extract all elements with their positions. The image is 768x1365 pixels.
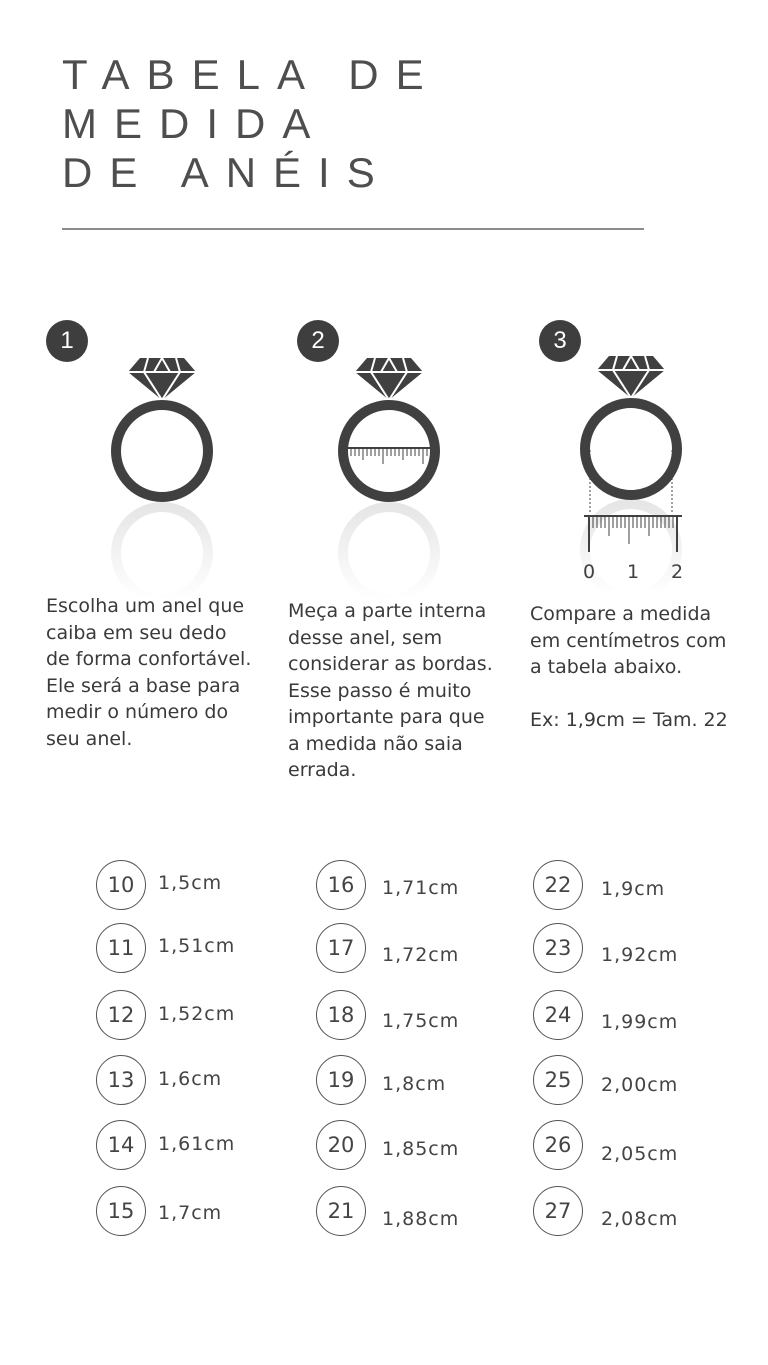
ring-icon xyxy=(100,350,224,600)
step-text-line: Ele será a base para xyxy=(46,674,241,697)
size-number-circle: 21 xyxy=(316,1186,366,1236)
size-measure: 1,61cm xyxy=(158,1133,236,1155)
title-line: DE ANÉIS xyxy=(62,149,392,196)
step-text-line: de forma confortável. xyxy=(46,648,252,670)
size-number-circle: 17 xyxy=(316,923,366,973)
page-title xyxy=(62,50,441,197)
ruler-label-0: 0 xyxy=(582,561,596,583)
size-measure: 2,00cm xyxy=(601,1074,679,1096)
size-number-circle: 26 xyxy=(533,1120,583,1170)
size-number-circle: 24 xyxy=(533,990,583,1040)
step-text-line xyxy=(530,681,728,708)
size-measure: 1,51cm xyxy=(158,935,236,957)
size-number-circle: 18 xyxy=(316,990,366,1040)
step-2-text xyxy=(288,598,493,784)
size-measure: 2,08cm xyxy=(601,1208,679,1230)
size-number-circle: 11 xyxy=(96,923,146,973)
title-divider xyxy=(62,228,644,230)
step-text-line: em centímetros com xyxy=(530,629,727,652)
ring-measure-ruler-icon xyxy=(569,350,693,590)
step-1-badge: 1 xyxy=(46,320,88,362)
step-1-text xyxy=(46,593,251,752)
size-measure: 1,85cm xyxy=(382,1138,460,1160)
step-text-line: Meça a parte interna xyxy=(288,600,487,622)
size-measure: 1,75cm xyxy=(382,1010,460,1032)
size-number-circle: 10 xyxy=(96,860,146,910)
size-measure: 1,72cm xyxy=(382,944,460,966)
size-number-circle: 25 xyxy=(533,1055,583,1105)
size-number-circle: 13 xyxy=(96,1055,146,1105)
step-3-text xyxy=(530,601,728,734)
size-measure: 1,92cm xyxy=(601,944,679,966)
step-text-line: considerar as bordas. xyxy=(288,653,493,675)
step-text-line: a tabela abaixo. xyxy=(530,656,683,678)
step-text-line: Ex: 1,9cm = Tam. 22 xyxy=(530,709,728,731)
step-text-line: a medida não saia xyxy=(288,732,463,755)
size-measure: 1,71cm xyxy=(382,877,460,899)
size-number-circle: 20 xyxy=(316,1120,366,1170)
step-text-line: errada. xyxy=(288,759,357,781)
ring-with-ruler-icon xyxy=(327,350,451,600)
size-number-circle: 19 xyxy=(316,1055,366,1105)
size-number-circle: 23 xyxy=(533,923,583,973)
step-text-line: seu anel. xyxy=(46,727,133,750)
size-measure: 1,8cm xyxy=(382,1073,447,1095)
size-measure: 1,6cm xyxy=(158,1068,223,1090)
size-measure: 1,88cm xyxy=(382,1208,460,1230)
size-number-circle: 16 xyxy=(316,860,366,910)
size-measure: 1,9cm xyxy=(601,878,666,900)
size-measure: 1,52cm xyxy=(158,1003,236,1025)
title-line: MEDIDA xyxy=(62,100,328,147)
size-measure: 2,05cm xyxy=(601,1143,679,1165)
size-measure: 1,7cm xyxy=(158,1202,223,1224)
size-number-circle: 12 xyxy=(96,990,146,1040)
size-number-circle: 22 xyxy=(533,860,583,910)
size-measure: 1,5cm xyxy=(158,872,223,894)
step-text-line: Esse passo é muito xyxy=(288,679,472,702)
size-number-circle: 14 xyxy=(96,1120,146,1170)
step-text-line: caiba em seu dedo xyxy=(46,621,227,644)
step-text-line: importante para que xyxy=(288,706,485,728)
step-text-line: desse anel, sem xyxy=(288,626,443,649)
title-line: TABELA DE xyxy=(62,51,441,98)
ruler-label-1: 1 xyxy=(626,561,640,583)
size-number-circle: 15 xyxy=(96,1186,146,1236)
step-2-badge: 2 xyxy=(297,320,339,362)
step-text-line: Compare a medida xyxy=(530,603,712,625)
step-text-line: Escolha um anel que xyxy=(46,595,245,617)
ruler-label-2: 2 xyxy=(670,561,684,583)
size-number-circle: 27 xyxy=(533,1186,583,1236)
step-text-line: medir o número do xyxy=(46,701,229,723)
step-3-badge: 3 xyxy=(539,320,581,362)
size-measure: 1,99cm xyxy=(601,1011,679,1033)
